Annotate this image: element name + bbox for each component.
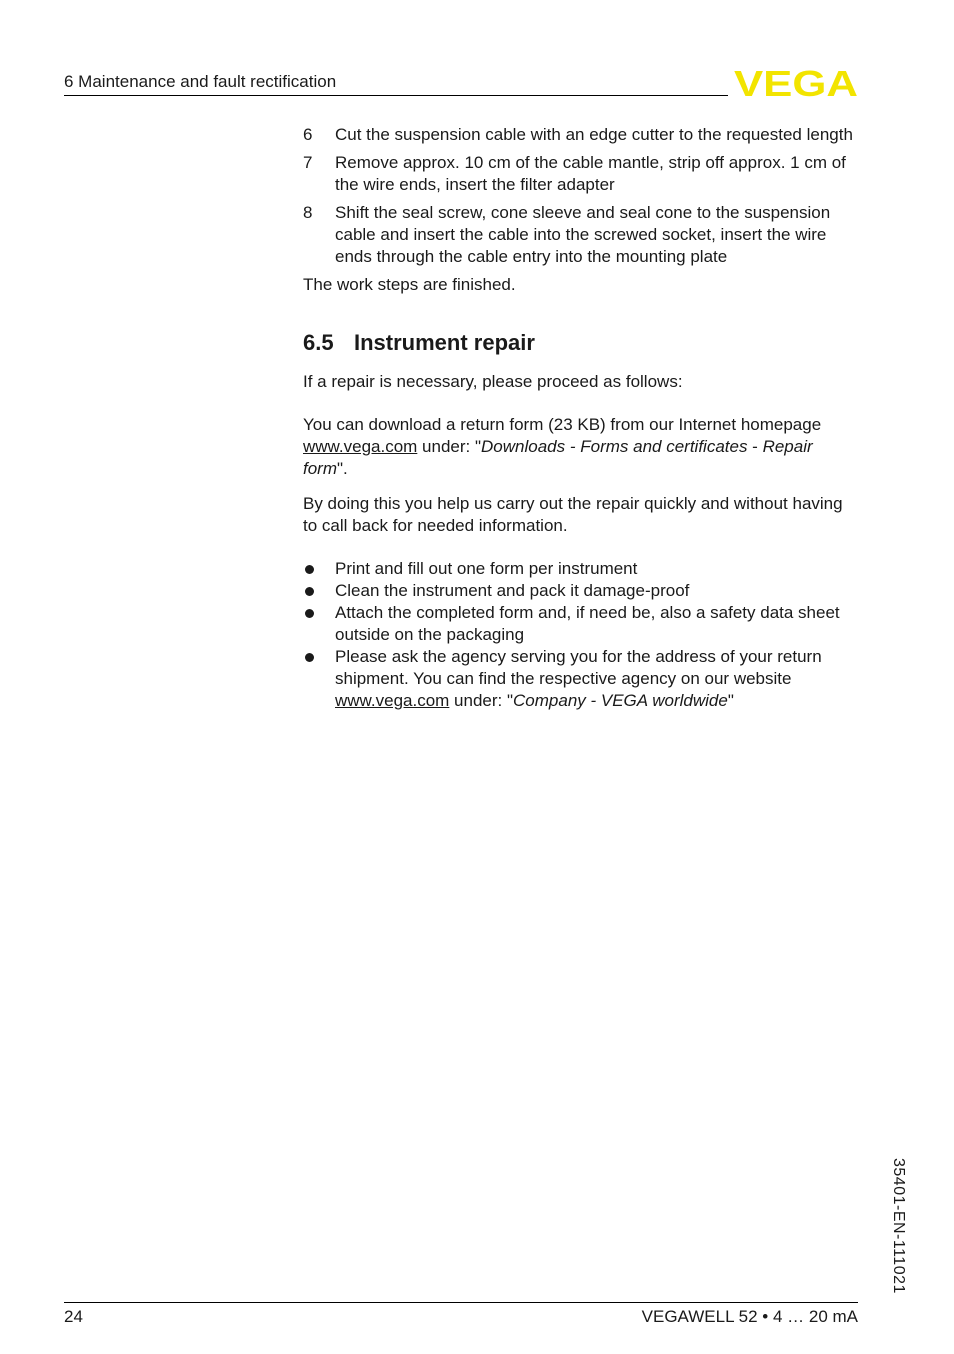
vega-logo bbox=[734, 66, 858, 98]
finished-text: The work steps are finished. bbox=[303, 275, 516, 294]
spacer bbox=[303, 537, 859, 558]
last-bullet-mid: under: " bbox=[449, 691, 514, 710]
download-prefix: You can download a return form (23 KB) from our Internet homepage bbox=[303, 415, 822, 434]
last-bullet-path: Company - VEGA worldwide bbox=[513, 691, 728, 710]
vega-link[interactable]: www.vega.com bbox=[335, 691, 450, 710]
download-path-a: Downloads - Forms and certificates bbox=[481, 437, 748, 456]
step-number: 6 bbox=[303, 125, 313, 144]
document-code: 35401-EN-111021 bbox=[890, 1158, 907, 1294]
footer-rule bbox=[64, 1302, 858, 1303]
spacer bbox=[303, 393, 859, 414]
footer-product: VEGAWELL 52 • 4 … 20 mA bbox=[641, 1307, 858, 1326]
step-text: Remove approx. 10 cm of the cable mantle, strip off approx. 1 cm of the wire ends, insert the filter adapter bbox=[335, 153, 846, 194]
intro-text: If a repair is necessary, please proceed as follows: bbox=[303, 372, 683, 391]
list-item bbox=[303, 646, 859, 712]
help-paragraph: By doing this you help us carry out the repair quickly and without having to call back for needed information. bbox=[303, 494, 843, 535]
download-suffix: ". bbox=[337, 459, 348, 478]
last-bullet-prefix: Please ask the agency serving you for the address of your return shipment. You can find the respective agency on our website bbox=[335, 647, 822, 688]
step-item bbox=[303, 202, 859, 268]
last-bullet-suffix: " bbox=[727, 691, 734, 710]
bullet-dot-icon bbox=[305, 609, 314, 618]
download-mid: under: " bbox=[417, 437, 482, 456]
vega-link[interactable]: www.vega.com bbox=[303, 437, 418, 456]
spacer bbox=[303, 480, 859, 493]
bullet-list bbox=[303, 558, 859, 712]
list-item-text: Clean the instrument and pack it damage-proof bbox=[335, 581, 690, 600]
header-rule bbox=[64, 95, 728, 96]
page-number: 24 bbox=[64, 1307, 83, 1326]
step-item bbox=[303, 124, 859, 146]
list-item bbox=[303, 558, 859, 580]
step-item bbox=[303, 152, 859, 196]
step-text: Cut the suspension cable with an edge cutter to the requested length bbox=[335, 125, 853, 144]
section-number: 6.5 bbox=[303, 330, 334, 355]
step-text: Shift the seal screw, cone sleeve and seal cone to the suspension cable and insert the cable into the screwed socket, insert the wire ends through the cable entry into the mounting plate bbox=[335, 203, 831, 266]
header-chapter-title: 6 Maintenance and fault rectification bbox=[64, 72, 337, 91]
step-number: 8 bbox=[303, 203, 313, 222]
download-paragraph bbox=[303, 414, 859, 480]
bullet-dot-icon bbox=[305, 565, 314, 574]
section-title: Instrument repair bbox=[354, 330, 535, 355]
step-number: 7 bbox=[303, 153, 313, 172]
list-item bbox=[303, 580, 859, 602]
list-item-text: Print and fill out one form per instrument bbox=[335, 559, 638, 578]
download-sep: - bbox=[747, 437, 763, 456]
section-heading bbox=[303, 329, 859, 357]
bullet-dot-icon bbox=[305, 587, 314, 596]
download-path-b: Repair form bbox=[303, 437, 813, 478]
vega-logo-text: VEGA bbox=[734, 66, 858, 98]
list-item-text: Attach the completed form and, if need be, also a safety data sheet outside on the packaging bbox=[335, 603, 840, 644]
bullet-dot-icon bbox=[305, 653, 314, 662]
list-item bbox=[303, 602, 859, 646]
main-content bbox=[303, 124, 859, 712]
